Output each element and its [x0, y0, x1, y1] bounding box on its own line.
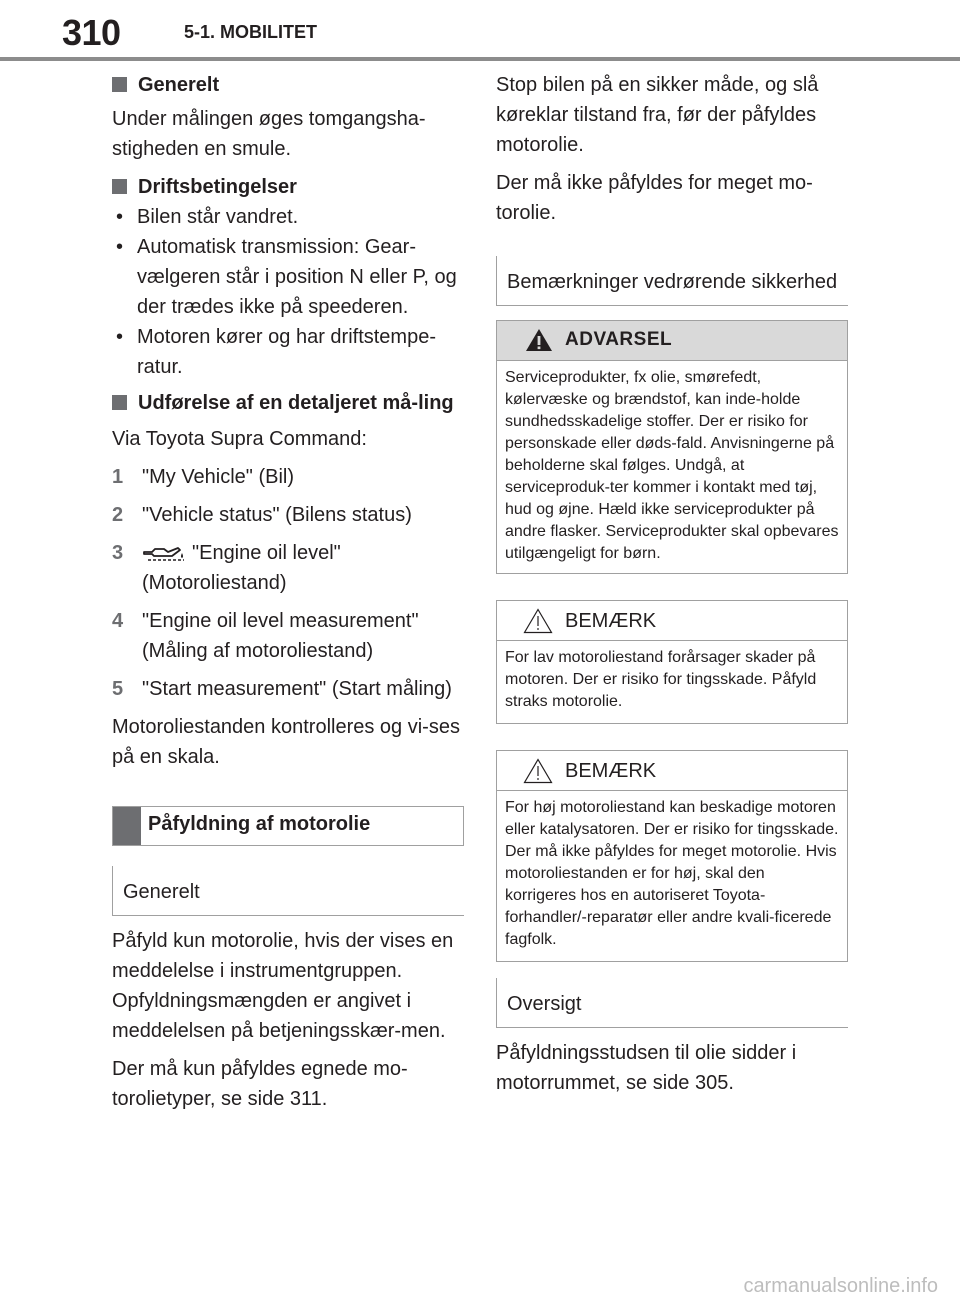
page-number: 310: [62, 12, 121, 53]
sub-heading-oversigt: Oversigt: [496, 978, 848, 1028]
step-item: 3 "Engine oil level" (Motoroliestand): [112, 538, 464, 598]
list-item: • Motoren kører og har driftstempe-ratur.: [112, 322, 464, 382]
paragraph-stop: Stop bilen på en sikker måde, og slå køreklar tilstand fra, før der påfyldes motorolie.: [496, 74, 819, 156]
bullet-dot-icon: •: [116, 326, 124, 348]
note-triangle-icon: [523, 758, 553, 784]
square-bullet-icon: [112, 395, 127, 410]
warning-text: Serviceprodukter, fx olie, smørefedt, kølervæske og brændstof, kan inde-holde sundhedsskadelige stoffer. Der er risiko for personskade eller døds-fald. Anvisningerne på beholderne skal følges. Undgå, at serviceproduk-ter kommer i kontakt med tøj, hud og øjne. Hæld ikke serviceprodukter på andre flasker. Serviceprodukter skal opbevares utilgængeligt for børn.: [505, 369, 839, 562]
note-title: BEMÆRK: [565, 760, 657, 782]
warning-title: ADVARSEL: [565, 329, 673, 350]
step-number: 2: [112, 504, 124, 526]
list-item: • Bilen står vandret.: [112, 202, 464, 232]
paragraph-via: Via Toyota Supra Command:: [112, 428, 367, 450]
heading-generelt: Generelt: [112, 70, 464, 100]
right-column: [496, 70, 848, 1098]
header-rule: [0, 57, 960, 61]
list-item: • Automatisk transmission: Gear-vælgeren står i position N eller P, og der trædes ikke på speederen.: [112, 232, 464, 322]
step-item: 1 "My Vehicle" (Bil): [112, 462, 464, 492]
oil-level-icon: [142, 543, 188, 563]
warning-box: [496, 320, 848, 574]
paragraph-studs: Påfyldningsstudsen til olie sidder i motorrummet, se side 305.: [496, 1042, 797, 1094]
section-title: Påfyldning af motorolie: [148, 813, 371, 835]
square-bullet-icon: [112, 179, 127, 194]
paragraph-egnede: Der må kun påfyldes egnede mo-torolietyper, se side 311.: [112, 1058, 408, 1110]
heading-driftsbetingelser: Driftsbetingelser: [112, 172, 464, 202]
heading-udfoerelse: Udførelse af en detaljeret må-ling: [112, 388, 464, 418]
sub-heading-generelt: Generelt: [112, 866, 464, 916]
sub-heading-rule: [113, 915, 464, 916]
note-text: For høj motoroliestand kan beskadige motoren eller katalysatoren. Der er risiko for tingsskade. Der må ikke påfyldes for meget motorolie. Hvis motoroliestanden er for høj, skal den korrigeres hos en autoriseret Toyota-forhandler/-reparatør eller andre kvali-ficerede fagfolk.: [505, 799, 839, 948]
note-title: BEMÆRK: [565, 610, 657, 632]
step-number: 1: [112, 466, 124, 488]
note-text: For lav motoroliestand forårsager skader på motoren. Der er risiko for tingsskade. Påfyld straks motorolie.: [505, 649, 817, 710]
square-bullet-icon: [112, 77, 127, 92]
warning-triangle-icon: [525, 328, 553, 352]
paragraph-pafyld: Påfyld kun motorolie, hvis der vises en meddelelse i instrumentgruppen. Opfyldningsmængden er angivet i meddelelsen på betjeningsskær-men.: [112, 930, 454, 1042]
watermark: carmanualsonline.info: [743, 1275, 938, 1297]
note-box: [496, 750, 848, 962]
paragraph-kontrol: Motoroliestanden kontrolleres og vi-ses på en skala.: [112, 716, 460, 768]
sub-heading-rule: [497, 1027, 848, 1028]
note-box: [496, 600, 848, 724]
chapter-title: 5-1. MOBILITET: [184, 22, 318, 42]
paragraph-meget: Der må ikke påfyldes for meget mo-torolie.: [496, 172, 813, 224]
warning-header: [497, 321, 847, 361]
note-header: [497, 751, 847, 791]
sub-heading-sikkerhed: Bemærkninger vedrørende sikkerhed: [496, 256, 848, 306]
note-header: [497, 601, 847, 641]
step-item: 5 "Start measurement" (Start måling): [112, 674, 464, 704]
step-item: 4 "Engine oil level measurement" (Måling af motoroliestand): [112, 606, 464, 666]
bullet-dot-icon: •: [116, 206, 124, 228]
paragraph-generelt: Under målingen øges tomgangsha-stigheden en smule.: [112, 108, 426, 160]
bullet-dot-icon: •: [116, 236, 124, 258]
step-number: 5: [112, 678, 124, 700]
note-triangle-icon: [523, 608, 553, 634]
section-bar: [113, 807, 141, 845]
section-header: [112, 806, 464, 846]
left-column: [112, 70, 464, 1114]
step-number: 3: [112, 542, 124, 564]
step-number: 4: [112, 610, 124, 632]
sub-heading-rule: [497, 305, 848, 306]
page-header: [0, 0, 960, 60]
step-item: 2 "Vehicle status" (Bilens status): [112, 500, 464, 530]
